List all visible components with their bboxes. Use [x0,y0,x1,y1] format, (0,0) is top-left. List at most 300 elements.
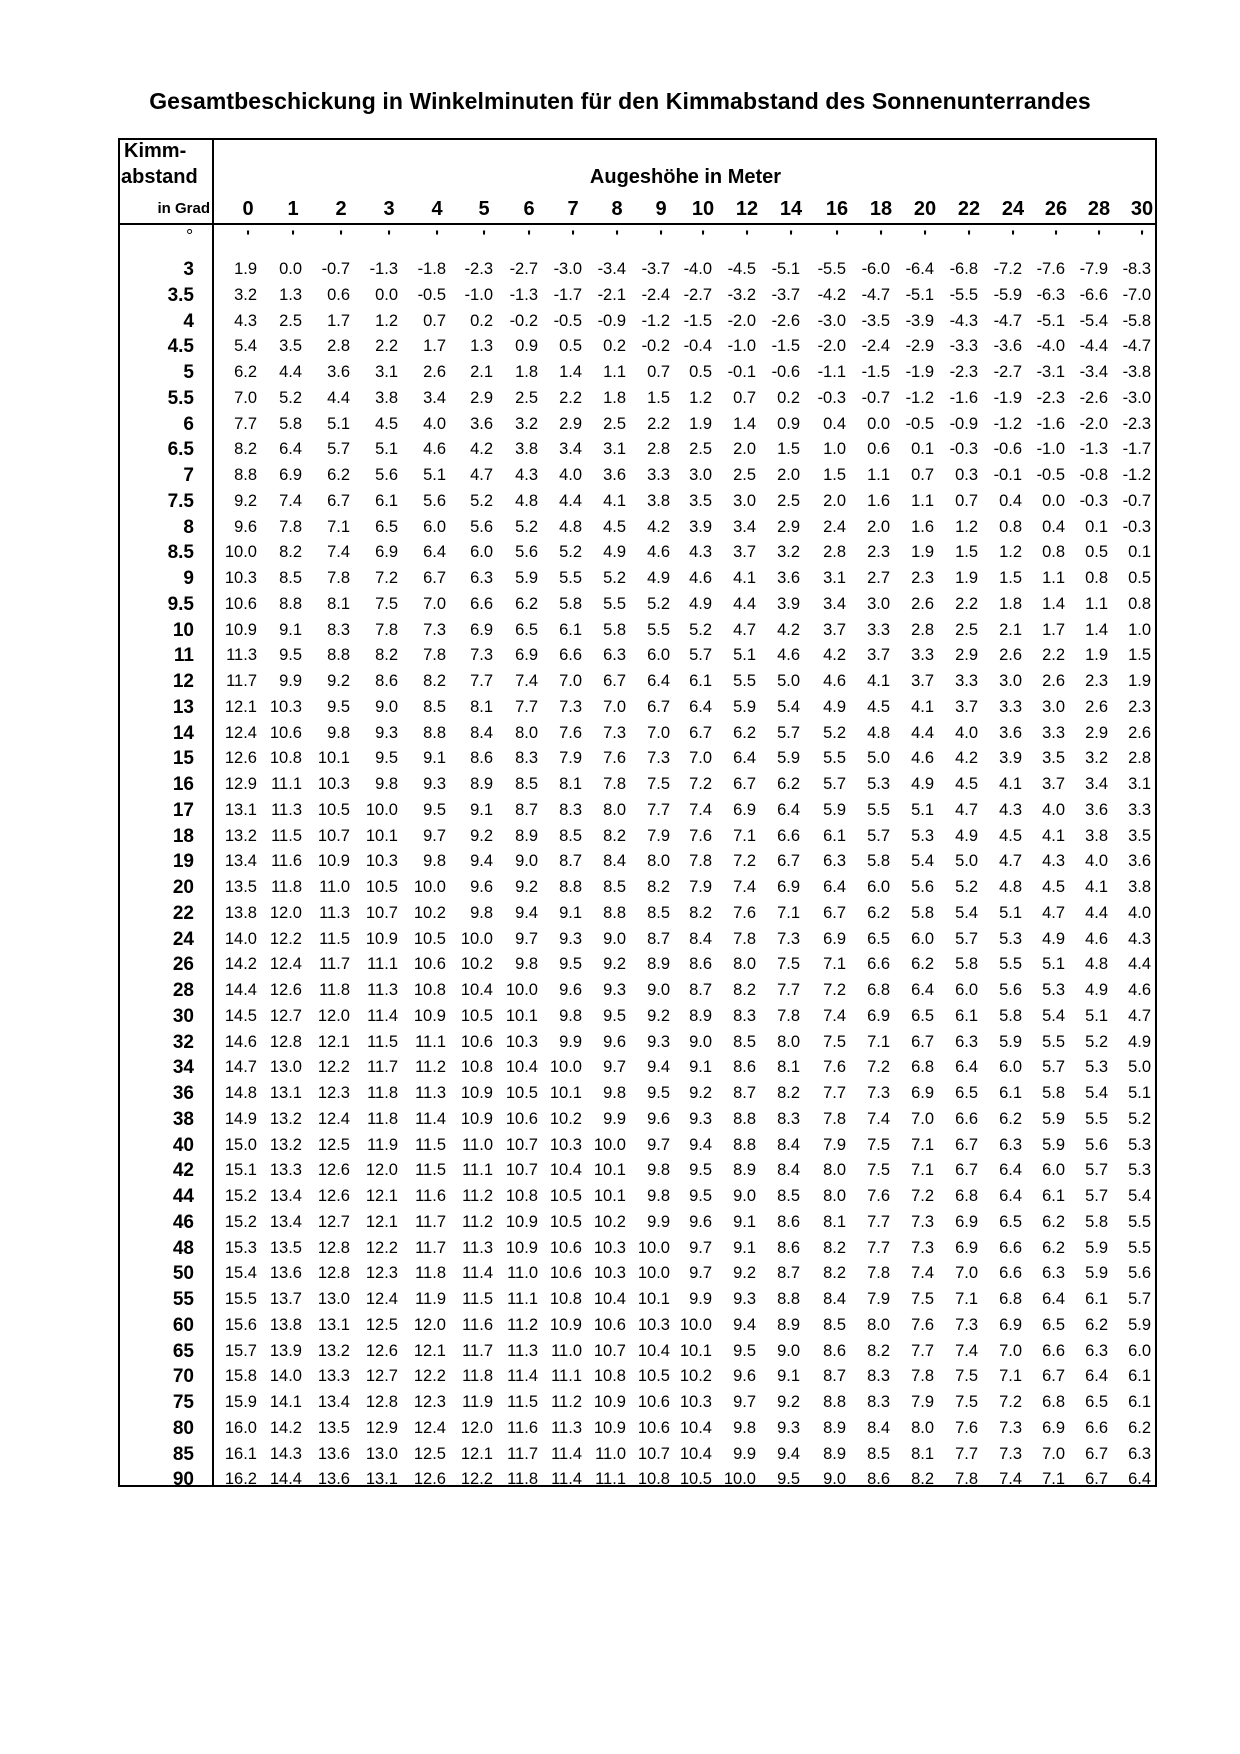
table-cell: 8.2 [423,672,446,690]
table-cell: 5.3 [1128,1161,1151,1180]
table-cell: 10.9 [460,1084,493,1102]
table-cell: 1.1 [1085,594,1108,613]
table-cell: -0.9 [597,311,626,330]
table-cell: -2.7 [993,363,1022,381]
table-cell: 5.7 [777,723,800,742]
table-cell: 1.5 [955,543,978,562]
table-cell: 10.6 [413,955,446,974]
table-cell: 8.6 [777,1238,800,1257]
table-cell: 5.2 [1128,1109,1151,1128]
table-cell: 7.1 [999,1367,1022,1386]
table-cell: 8.8 [777,1290,800,1308]
table-cell: 9.0 [733,1187,756,1205]
table-cell: 8.7 [823,1367,846,1386]
table-cell: 9.7 [689,1264,712,1283]
table-cell: -7.0 [1122,285,1151,304]
table-cell: 7.5 [823,1032,846,1051]
table-cell: 8.6 [867,1470,890,1489]
table-cell: 7.5 [867,1135,890,1154]
column-unit-symbol: ' [878,227,884,246]
table-cell: 6.8 [911,1058,934,1077]
table-cell: -2.3 [464,260,493,278]
table-cell: 4.7 [999,852,1022,871]
table-cell: 0.8 [1085,569,1108,587]
table-cell: 13.4 [224,852,257,871]
table-cell: 9.5 [603,1006,626,1025]
table-cell: 11.7 [507,1444,538,1463]
table-cell: -7.9 [1079,260,1108,278]
column-unit-symbol: ' [245,227,251,246]
table-cell: 0.0 [279,260,302,278]
table-cell: 9.5 [559,955,582,974]
table-cell: 9.2 [733,1264,756,1283]
table-cell: 11.0 [551,1341,582,1360]
table-cell: 8.1 [470,697,493,716]
table-cell: 9.9 [559,1032,582,1051]
row-label: 65 [172,1340,194,1362]
table-cell: 3.7 [911,672,934,690]
table-cell: 2.8 [647,440,670,459]
table-cell: 9.6 [234,517,257,536]
table-cell: 8.9 [823,1418,846,1437]
row-label: 36 [172,1083,194,1104]
table-cell: -0.3 [949,440,978,459]
column-unit-symbol: ' [744,227,750,246]
table-cell: 4.9 [911,775,934,793]
table-cell: 10.2 [679,1367,712,1386]
table-cell: 10.5 [413,929,446,948]
table-cell: 6.5 [1042,1315,1065,1334]
table-cell: 9.2 [470,826,493,845]
table-cell: 6.2 [777,775,800,793]
table-cell: 8.2 [603,826,626,845]
table-cell: 10.6 [549,1264,582,1283]
table-cell: 10.3 [549,1135,582,1154]
row-label: 32 [172,1031,194,1053]
table-cell: 6.4 [279,440,302,459]
table-cell: 7.8 [279,517,302,536]
table-cell: 7.4 [327,543,350,562]
table-cell: -2.6 [771,311,800,330]
table-cell: 6.2 [234,363,257,381]
table-cell: 7.1 [911,1135,934,1154]
table-cell: 12.6 [413,1470,446,1489]
table-cell: 7.5 [955,1367,978,1386]
table-cell: 4.0 [1085,852,1108,871]
table-cell: 5.4 [1042,1006,1065,1025]
table-cell: -2.6 [1079,388,1108,407]
table-cell: 2.5 [603,414,626,433]
table-cell: 3.7 [867,646,890,665]
column-header: 3 [383,198,395,220]
table-cell: 8.3 [867,1393,890,1411]
column-unit-symbol: ' [614,227,620,246]
table-cell: 7.7 [777,981,800,999]
column-header: 26 [1044,198,1068,220]
table-cell: -6.4 [905,260,934,278]
table-cell: 8.8 [234,466,257,484]
table-cell: -1.3 [1079,440,1108,459]
table-cell: 7.8 [867,1264,890,1283]
table-cell: 6.7 [777,852,800,871]
table-cell: 7.1 [1042,1470,1065,1489]
table-cell: 5.1 [999,903,1022,922]
table-cell: 8.7 [689,981,712,999]
table-cell: 11.7 [415,1212,446,1231]
row-label: 38 [172,1108,194,1130]
table-cell: 4.4 [279,363,302,381]
table-cell: 13.1 [224,800,257,819]
table-cell: 1.2 [955,517,978,536]
table-cell: 6.7 [955,1135,978,1154]
table-cell: 6.0 [647,646,670,665]
table-cell: 10.5 [549,1212,582,1231]
table-cell: 3.5 [689,491,712,510]
table-cell: 6.8 [1042,1393,1065,1411]
table-cell: 8.6 [689,955,712,974]
table-cell: 12.8 [317,1264,350,1283]
row-label: 18 [172,825,194,847]
table-cell: -4.0 [683,260,712,278]
table-cell: -1.1 [817,363,846,381]
table-cell: 11.8 [415,1264,446,1283]
table-cell: 2.2 [375,337,398,356]
table-cell: -1.2 [641,311,670,330]
table-cell: 10.9 [593,1418,626,1437]
table-cell: 11.2 [462,1187,493,1205]
table-cell: 9.0 [515,852,538,871]
table-cell: 6.9 [279,466,302,484]
table-cell: 5.0 [867,749,890,768]
table-cell: -1.3 [369,260,398,278]
table-cell: 9.8 [559,1006,582,1025]
table-cell: 6.4 [1085,1367,1108,1386]
table-cell: 15.4 [224,1264,257,1283]
table-cell: 10.0 [723,1470,756,1489]
table-cell: 8.6 [777,1212,800,1231]
table-cell: 5.6 [423,491,446,510]
table-cell: 6.8 [999,1290,1022,1308]
table-cell: 9.1 [733,1238,756,1257]
table-cell: 3.9 [689,517,712,536]
table-cell: 5.7 [1042,1058,1065,1077]
table-cell: 2.6 [1042,672,1065,690]
table-cell: 5.8 [1042,1084,1065,1102]
column-header: 7 [567,198,579,220]
table-cell: -3.9 [905,311,934,330]
table-cell: 8.5 [423,697,446,716]
table-cell: 10.4 [593,1290,626,1308]
table-cell: 3.4 [823,594,846,613]
table-cell: 11.4 [462,1264,493,1283]
table-cell: 6.3 [955,1032,978,1051]
table-cell: 11.0 [319,878,350,896]
table-cell: 10.3 [505,1032,538,1051]
table-cell: -2.9 [905,337,934,356]
table-cell: 5.5 [867,800,890,819]
table-cell: 11.7 [367,1058,398,1077]
table-cell: 7.1 [327,517,350,536]
row-label: 8 [183,516,194,538]
table-cell: 6.9 [911,1084,934,1102]
table-cell: 7.8 [689,852,712,871]
table-cell: 9.3 [423,775,446,793]
table-cell: 9.5 [689,1161,712,1180]
table-cell: 5.6 [1085,1135,1108,1154]
table-cell: 11.6 [507,1418,538,1437]
table-cell: 14.4 [224,981,257,999]
table-cell: 5.6 [999,981,1022,999]
table-cell: 10.9 [593,1393,626,1411]
table-cell: 8.2 [777,1084,800,1102]
table-cell: 7.3 [647,749,670,768]
table-cell: 10.0 [679,1315,712,1334]
table-cell: 8.2 [733,981,756,999]
table-cell: 4.3 [1128,929,1151,948]
table-cell: 0.1 [1085,517,1108,536]
table-cell: 11.8 [367,1109,398,1128]
row-label: 6 [183,413,194,435]
row-label: 24 [172,928,194,950]
table-cell: 4.7 [1042,903,1065,922]
table-cell: 6.7 [955,1161,978,1180]
table-cell: 10.5 [365,878,398,896]
table-cell: 5.1 [1042,955,1065,974]
table-cell: 9.0 [689,1032,712,1051]
column-unit-symbol: ' [922,227,928,246]
column-header: 14 [779,198,803,220]
table-cell: 4.9 [1085,981,1108,999]
table-cell: -3.2 [727,285,756,304]
table-cell: 6.2 [1085,1315,1108,1334]
table-cell: 10.6 [593,1315,626,1334]
table-cell: 0.0 [375,285,398,304]
table-cell: 1.4 [1085,620,1108,639]
table-cell: 6.2 [1042,1238,1065,1257]
table-cell: 1.2 [375,311,398,330]
table-cell: 13.1 [365,1470,398,1489]
table-cell: 2.2 [1042,646,1065,665]
table-cell: 10.0 [637,1238,670,1257]
table-cell: 15.7 [224,1341,257,1360]
column-header: 1 [287,198,299,220]
table-cell: 9.1 [733,1212,756,1231]
table-cell: 13.4 [269,1212,302,1231]
table-cell: 10.6 [224,594,257,613]
table-cell: 3.3 [647,466,670,484]
table-cell: 13.5 [224,878,257,896]
table-cell: 6.7 [647,697,670,716]
table-cell: 9.5 [327,697,350,716]
column-header: 4 [431,198,443,220]
table-cell: -4.7 [861,285,890,304]
table-cell: 9.8 [647,1161,670,1180]
table-cell: 9.4 [647,1058,670,1077]
table-cell: 3.4 [1085,775,1108,793]
table-cell: 3.7 [955,697,978,716]
table-cell: 9.5 [423,800,446,819]
column-unit-symbol: ' [1010,227,1016,246]
table-cell: 5.0 [777,672,800,690]
table-cell: 5.6 [470,517,493,536]
table-cell: 7.3 [777,929,800,948]
table-cell: 6.5 [515,620,538,639]
table-cell: 7.0 [689,749,712,768]
table-cell: 3.3 [1128,800,1151,819]
table-cell: 1.5 [647,388,670,407]
table-cell: 4.4 [911,723,934,742]
table-cell: 5.4 [1128,1187,1151,1205]
table-cell: 9.7 [515,929,538,948]
table-cell: 8.3 [777,1109,800,1128]
table-cell: 6.2 [867,903,890,922]
table-cell: 3.4 [733,517,756,536]
table-cell: 2.0 [823,491,846,510]
table-cell: 10.7 [317,826,350,845]
table-cell: 5.1 [1085,1006,1108,1025]
table-cell: 6.9 [955,1238,978,1257]
table-cell: 6.5 [867,929,890,948]
table-cell: 7.0 [559,672,582,690]
table-cell: 2.3 [867,543,890,562]
table-cell: 5.3 [1042,981,1065,999]
table-cell: 2.6 [423,363,446,381]
table-cell: 4.8 [999,878,1022,896]
table-cell: 3.8 [375,388,398,407]
table-cell: 6.2 [733,723,756,742]
table-cell: 6.8 [955,1187,978,1205]
table-cell: 6.4 [955,1058,978,1077]
table-cell: 12.3 [317,1084,350,1102]
column-header: 5 [478,198,490,220]
table-cell: 6.9 [955,1212,978,1231]
table-cell: 10.6 [637,1393,670,1411]
table-cell: 5.9 [777,749,800,768]
table-cell: 11.1 [415,1032,446,1051]
table-cell: 1.8 [515,363,538,381]
table-cell: 9.7 [689,1238,712,1257]
table-cell: 2.6 [1128,723,1151,742]
table-cell: 13.2 [317,1341,350,1360]
table-cell: 8.2 [689,903,712,922]
table-cell: 6.5 [999,1212,1022,1231]
table-cell: 10.2 [413,903,446,922]
table-cell: 12.4 [365,1290,398,1308]
table-cell: 3.4 [559,440,582,459]
table-cell: 3.3 [1042,723,1065,742]
table-cell: 10.3 [593,1238,626,1257]
table-cell: 4.2 [955,749,978,768]
table-cell: 4.8 [1085,955,1108,974]
table-cell: -4.4 [1079,337,1108,356]
table-cell: 13.5 [317,1418,350,1437]
table-cell: 15.6 [224,1315,257,1334]
table-cell: 1.9 [234,260,257,278]
table-cell: 3.9 [777,594,800,613]
table-cell: 7.7 [955,1444,978,1463]
table-cell: 6.2 [911,955,934,974]
table-cell: 10.3 [593,1264,626,1283]
table-cell: 9.4 [689,1135,712,1154]
table-cell: 8.0 [603,800,626,819]
table-cell: 10.7 [505,1135,538,1154]
table-cell: 3.8 [647,491,670,510]
table-cell: -0.5 [417,285,446,304]
column-unit-symbol: ' [290,227,296,246]
table-cell: 9.1 [279,620,302,639]
table-cell: 9.5 [689,1187,712,1205]
table-cell: 12.5 [317,1135,350,1154]
table-cell: 8.2 [647,878,670,896]
table-cell: -2.0 [727,311,756,330]
table-cell: 12.5 [413,1444,446,1463]
table-cell: 7.8 [733,929,756,948]
table-cell: 3.3 [999,697,1022,716]
table-cell: 0.5 [559,337,582,356]
table-cell: 7.3 [999,1444,1022,1463]
table-cell: 9.2 [234,491,257,510]
table-cell: 9.8 [603,1084,626,1102]
column-header: 16 [825,198,849,220]
table-cell: 6.9 [375,543,398,562]
table-cell: 8.4 [470,723,493,742]
table-cell: 4.5 [1042,878,1065,896]
table-cell: 9.1 [470,800,493,819]
table-cell: -1.2 [905,388,934,407]
table-cell: -2.7 [683,285,712,304]
table-cell: -3.0 [817,311,846,330]
table-cell: -3.5 [861,311,890,330]
table-cell: 9.9 [279,672,302,690]
table-cell: 12.0 [269,903,302,922]
row-label: 34 [172,1057,194,1079]
table-cell: 1.5 [1128,646,1151,665]
table-cell: 12.2 [365,1238,398,1257]
table-cell: 11.6 [271,852,302,871]
table-cell: 5.8 [1085,1212,1108,1231]
table-cell: 11.0 [595,1444,626,1463]
row-label: 46 [172,1211,194,1233]
table-cell: 10.6 [505,1109,538,1128]
table-cell: 8.8 [823,1393,846,1411]
table-cell: 3.2 [777,543,800,562]
table-cell: 6.3 [470,569,493,587]
table-cell: 10.3 [679,1393,712,1411]
table-cell: 3.6 [777,569,800,587]
table-cell: 7.9 [559,749,582,768]
table-cell: 9.2 [647,1006,670,1025]
table-cell: 5.5 [1085,1109,1108,1128]
table-cell: 10.1 [593,1187,626,1205]
table-cell: 11.5 [271,826,302,845]
table-cell: 4.5 [999,826,1022,845]
table-cell: 5.5 [603,594,626,613]
table-cell: 6.7 [423,569,446,587]
table-cell: 6.0 [911,929,934,948]
table-cell: 10.4 [679,1444,712,1463]
table-cell: 8.7 [647,929,670,948]
table-cell: 4.2 [823,646,846,665]
table-cell: 6.7 [689,723,712,742]
table-cell: -7.6 [1036,260,1065,278]
table-cell: 6.1 [1085,1290,1108,1308]
table-cell: 9.4 [733,1315,756,1334]
table-cell: 4.1 [733,569,756,587]
table-cell: 9.7 [733,1393,756,1411]
table-cell: 13.6 [317,1444,350,1463]
table-cell: 16.0 [224,1418,257,1437]
table-cell: 5.5 [1128,1238,1151,1257]
